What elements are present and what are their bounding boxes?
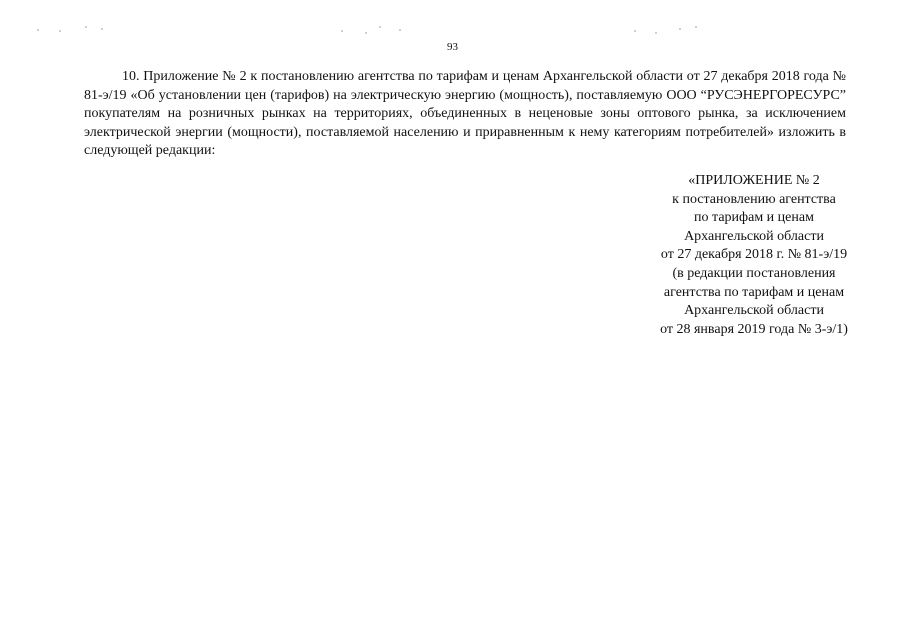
scan-speck <box>655 32 656 33</box>
scan-speck <box>634 30 635 31</box>
scan-speck <box>85 26 86 27</box>
scan-speck <box>59 30 60 31</box>
scan-speck <box>695 26 696 27</box>
scan-speck <box>341 30 342 31</box>
scan-speck <box>379 26 380 27</box>
appendix-heading-block <box>640 172 868 339</box>
page-number: 93 <box>447 41 458 53</box>
appendix-line: Архангельской области <box>684 228 824 244</box>
appendix-line: Архангельской области <box>684 303 824 319</box>
scan-speck <box>37 29 38 30</box>
appendix-line: агентства по тарифам и ценам <box>663 284 845 300</box>
appendix-line: (в редакции постановления <box>672 265 836 281</box>
appendix-line: от 27 декабря 2018 г. № 81-э/19 <box>660 247 848 263</box>
scan-speck <box>679 28 680 29</box>
scan-speck <box>365 32 366 33</box>
appendix-line: от 28 января 2019 года № 3-э/1) <box>660 321 848 337</box>
appendix-line: «ПРИЛОЖЕНИЕ № 2 <box>688 173 820 188</box>
scan-speck <box>101 28 102 29</box>
scan-speck <box>399 29 400 30</box>
amendment-paragraph: 10. Приложение № 2 к постановлению агентства по тарифам и ценам Архангельской области от 27 декабря 2018 года № 81-э/19 «Об установлении цен (тарифов) на электрическую энергию (мощность), поставляемую ООО “РУСЭНЕРГОРЕСУРС” покупателям на розничных рынках на территориях, объединенных в неценовые зоны оптового рынка, за исключением электрической энергии (мощности), поставляемой населению и приравненным к нему категориям потребителей» изложить в следующей редакции: <box>84 69 846 159</box>
appendix-line: к постановлению агентства <box>672 191 836 207</box>
appendix-line: по тарифам и ценам <box>694 210 814 226</box>
